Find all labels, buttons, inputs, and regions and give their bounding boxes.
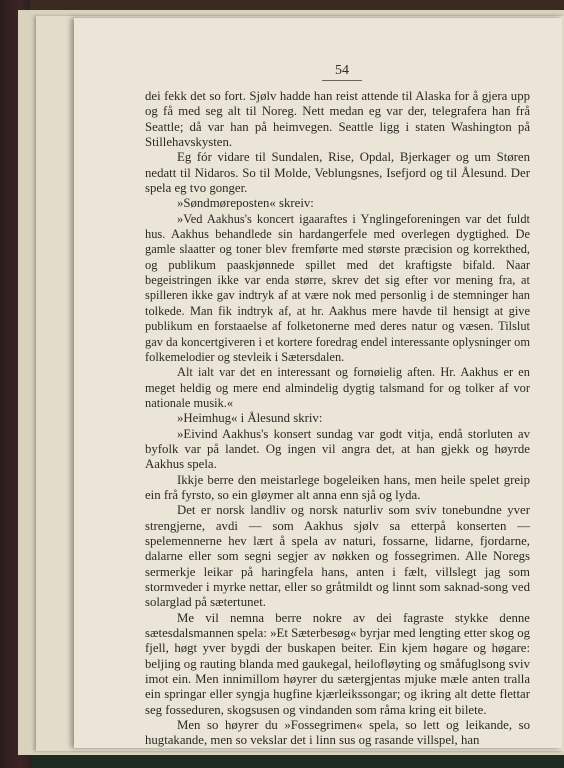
page-number: 54 [322, 62, 362, 81]
paragraph: Eg fór vidare til Sundalen, Rise, Opdal, Bjerkager og um Støren nedatt til Nidaros. So til Molde, Veblungsnes, Isefjord og til Ålesund. Der spela eg tvo gonger. [145, 150, 530, 196]
paragraph: dei fekk det so fort. Sjølv hadde han reist attende til Alaska for å gjera upp og få med seg alt til Noreg. Nett medan eg var der, telegrafera han frå Seattle; då var han på heimvegen. Seattle ligg i staten Washington på Stillehavskysten. [145, 89, 530, 150]
quoted-paragraph: »Ved Aakhus's koncert igaaraftes i Ynglingeforeningen var det fuldt hus. Aakhus behandlede sin hardangerfele med overlegen dygtighed. De gamle slaatter og toner blev fremførte med største præcision og korrekthed, og publikum paaskjønnede spillet med det kraftigste bifald. Naar begeistringen ikke var enda større, skrev det sig efter vor mening fra, at spilleren ikke gav indtryk af at være nok med personlig i de stemninger han tolkede. Man fik indtryk af, at hr. Aakhus mere havde til hensigt at give publikum en forstaaelse af folketonerne med deres natur og væsen. Tilslut gav da koncertgiveren i et kortere foredrag endel interessante oplysninger om folkemelodier og stevleik i Sætersdalen. [145, 211, 530, 364]
paragraph: Det er norsk landliv og norsk naturliv som sviv tonebundne yver strengjerne, avdi — som Aakhus sjølv sa etterpå konserten — spelemennerne hev lært å spela av naturi, fossarne, lidarne, fjordarne, dalarne eller som segni segjer av nøkken og fossegrimen. Alle Noregs sermerkje leikar på haringfela hans, anten i fælt, villslegt jag som stormveder i myrke nettar, eller so gråtmildt og linnt som saknad-song ved solarglad på sætertunet. [145, 503, 530, 610]
paragraph: »Heimhug« i Ålesund skriv: [177, 411, 323, 426]
quoted-paragraph: Alt ialt var det en interessant og fornøielig aften. Hr. Aakhus er en meget heldig og mere end almindelig dygtig talsmand for og tolker af vor nationale musik.« [145, 365, 530, 410]
body-text [145, 89, 530, 749]
paragraph: »Søndmøreposten« skreiv: [177, 196, 314, 211]
paragraph: Me vil nemna berre nokre av dei fagraste stykke denne sætesdalsmannen spela: »Et Sæterbesøg« byrjar med lengting etter skog og fjell, høgt yver bygdi der buskapen beiter. Ein kjem høgare og høgare: beljing og rauting blanda med gaukegal, heilofløyting og småfuglsong sviv imot ein. Men innimillom høyrer du sætergjentas mjuke mæle anten tralla ein springar eller syngja hugfine kjærleikssongar; og ikring alt dette flettar seg fosseduren, skogsusen og vindanden som råma kring eit bilete. [145, 610, 530, 717]
paragraph: Ikkje berre den meistarlege bogeleiken hans, men heile spelet greip ein frå fyrsto, so ein gløymer alt anna enn sjå og lyda. [145, 472, 530, 502]
paragraph: Men so høyrer du »Fossegrimen« spela, so lett og leikande, so hugtakande, men so vekslar det i linn sus og rasande villspel, han [145, 718, 530, 748]
paragraph: »Eivind Aakhus's konsert sundag var godt vitja, endå storluten av byfolk var på landet. Og ingen vil angra det, at han gjekk og høyrde Aakhus spela. [145, 426, 530, 472]
